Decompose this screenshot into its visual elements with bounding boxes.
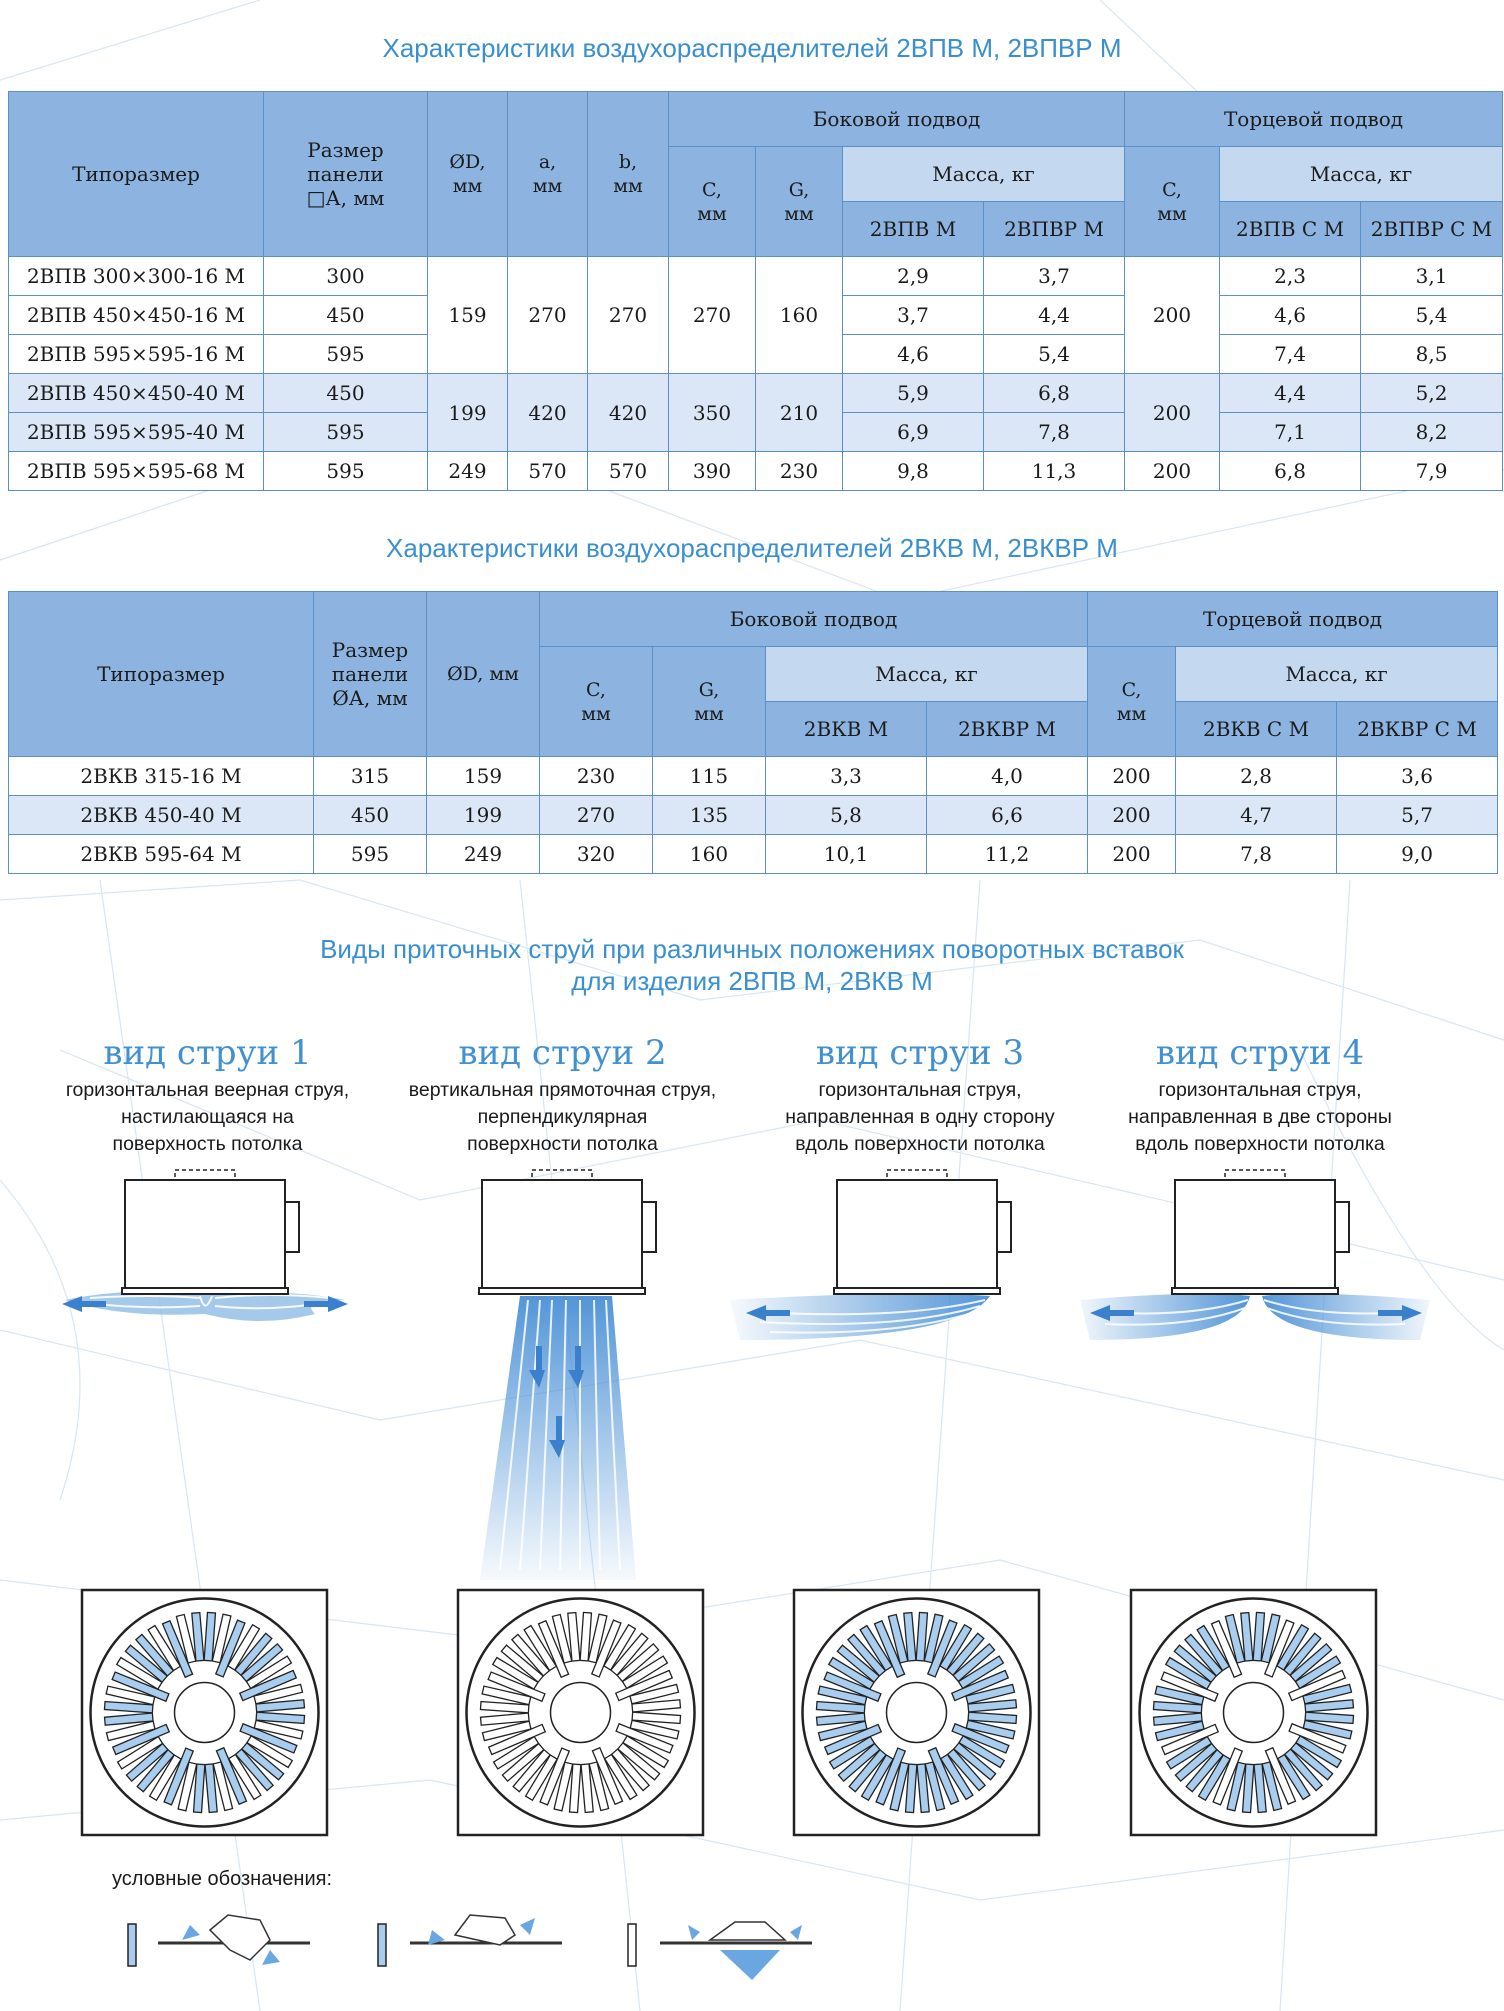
header-mass-2vpvr: 2ВПВР М — [984, 202, 1125, 257]
cell-mass: 8,5 — [1361, 335, 1503, 374]
header-mass-side: Масса, кг — [766, 647, 1088, 702]
cell-a: 570 — [508, 452, 588, 491]
header-mass-side: Масса, кг — [843, 147, 1125, 202]
cell-type: 2ВПВ 595×595-16 М — [9, 335, 264, 374]
legend-vane-position-1-icon — [158, 1915, 310, 1965]
cell-mass: 9,0 — [1337, 835, 1498, 874]
cell-mass: 3,7 — [843, 296, 984, 335]
cell-g: 160 — [756, 257, 843, 374]
panel-view-2 — [458, 1590, 703, 1835]
header-c: C, мм — [540, 647, 653, 757]
cell-c: 270 — [669, 257, 756, 374]
views-heading-line2: для изделия 2ВПВ М, 2ВКВ М — [571, 966, 933, 996]
header-panel: Размер панели □А, мм — [264, 92, 428, 257]
cell-mass: 4,7 — [1176, 796, 1337, 835]
cell-panel: 450 — [264, 296, 428, 335]
table2-heading: Характеристики воздухораспределителей 2ВКВ М, 2ВКВР М — [386, 533, 1118, 563]
cell-d: 159 — [427, 757, 540, 796]
header-mass-end: Масса, кг — [1220, 147, 1503, 202]
cell-mass: 11,2 — [927, 835, 1088, 874]
view-2-title: вид струи 2 — [458, 1033, 667, 1073]
header-d: ØD, мм — [427, 592, 540, 757]
cell-type: 2ВКВ 450-40 М — [9, 796, 314, 835]
cell-mass: 5,4 — [1361, 296, 1503, 335]
cell-mass: 5,2 — [1361, 374, 1503, 413]
cell-mass: 11,3 — [984, 452, 1125, 491]
legend-vane-empty — [628, 1924, 636, 1966]
cell-mass: 2,3 — [1220, 257, 1361, 296]
cell-panel: 450 — [314, 796, 427, 835]
diffuser-unit-4 — [1080, 1170, 1430, 1340]
cell-type: 2ВКВ 595-64 М — [9, 835, 314, 874]
header-c: C, мм — [669, 147, 756, 257]
diffuser-unit-2 — [479, 1170, 656, 1580]
cell-mass: 6,6 — [927, 796, 1088, 835]
legend-vane-filled-2 — [378, 1924, 386, 1966]
cell-b: 570 — [588, 452, 669, 491]
cell-mass: 4,4 — [1220, 374, 1361, 413]
cell-panel: 315 — [314, 757, 427, 796]
header-mass-end: Масса, кг — [1176, 647, 1498, 702]
cell-g: 160 — [653, 835, 766, 874]
cell-c-end: 200 — [1125, 452, 1220, 491]
cell-g: 230 — [756, 452, 843, 491]
cell-a: 420 — [508, 374, 588, 452]
panel-circle — [1140, 1599, 1368, 1827]
cell-mass: 3,1 — [1361, 257, 1503, 296]
legend-vane-position-3-icon — [660, 1922, 812, 1980]
header-d: ØD, мм — [428, 92, 508, 257]
header-type: Типоразмер — [9, 592, 314, 757]
header-mass-2vkv-s: 2ВКВ С М — [1176, 702, 1337, 757]
cell-mass: 6,8 — [1220, 452, 1361, 491]
cell-mass: 7,4 — [1220, 335, 1361, 374]
cell-type: 2ВКВ 315-16 М — [9, 757, 314, 796]
cell-c: 320 — [540, 835, 653, 874]
cell-mass: 7,9 — [1361, 452, 1503, 491]
header-mass-2vkv: 2ВКВ М — [766, 702, 927, 757]
cell-mass: 3,7 — [984, 257, 1125, 296]
header-c-end: C, мм — [1088, 647, 1176, 757]
cell-panel: 450 — [264, 374, 428, 413]
header-end-supply: Торцевой подвод — [1088, 592, 1498, 647]
view-1-title: вид струи 1 — [103, 1033, 312, 1073]
cell-mass: 5,8 — [766, 796, 927, 835]
cell-mass: 4,4 — [984, 296, 1125, 335]
cell-mass: 9,8 — [843, 452, 984, 491]
cell-d: 249 — [428, 452, 508, 491]
header-mass-2vkvr-s: 2ВКВР С М — [1337, 702, 1498, 757]
cell-mass: 4,0 — [927, 757, 1088, 796]
cell-g: 210 — [756, 374, 843, 452]
header-type: Типоразмер — [9, 92, 264, 257]
legend-vane-filled — [128, 1924, 136, 1966]
panel-circle — [803, 1599, 1031, 1827]
legend-label: условные обозначения: — [112, 1868, 333, 1890]
cell-c: 270 — [540, 796, 653, 835]
cell-c-end: 200 — [1088, 757, 1176, 796]
header-c-end: C, мм — [1125, 147, 1220, 257]
header-mass-2vpv-s: 2ВПВ С М — [1220, 202, 1361, 257]
cell-type: 2ВПВ 450×450-16 М — [9, 296, 264, 335]
header-side-supply: Боковой подвод — [540, 592, 1088, 647]
cell-mass: 3,3 — [766, 757, 927, 796]
cell-mass: 5,4 — [984, 335, 1125, 374]
cell-c: 390 — [669, 452, 756, 491]
panel-view-3 — [794, 1590, 1039, 1835]
cell-d: 199 — [428, 374, 508, 452]
cell-b: 270 — [588, 257, 669, 374]
cell-a: 270 — [508, 257, 588, 374]
cell-mass: 7,8 — [1176, 835, 1337, 874]
cell-mass: 4,6 — [843, 335, 984, 374]
cell-mass: 2,9 — [843, 257, 984, 296]
panel-circle — [91, 1599, 319, 1827]
header-b: b, мм — [588, 92, 669, 257]
cell-type: 2ВПВ 595×595-40 М — [9, 413, 264, 452]
panel-view-4 — [1131, 1590, 1376, 1835]
cell-c: 350 — [669, 374, 756, 452]
cell-mass: 2,8 — [1176, 757, 1337, 796]
diffuser-unit-3 — [730, 1170, 1011, 1340]
view-3-title: вид струи 3 — [815, 1033, 1025, 1073]
cell-c: 230 — [540, 757, 653, 796]
header-a: a, мм — [508, 92, 588, 257]
cell-mass: 5,7 — [1337, 796, 1498, 835]
cell-mass: 3,6 — [1337, 757, 1498, 796]
cell-d: 199 — [427, 796, 540, 835]
panel-circle — [467, 1599, 695, 1827]
cell-type: 2ВПВ 450×450-40 М — [9, 374, 264, 413]
cell-type: 2ВПВ 300×300-16 М — [9, 257, 264, 296]
table1-heading: Характеристики воздухораспределителей 2ВПВ М, 2ВПВР М — [382, 33, 1122, 63]
header-end-supply: Торцевой подвод — [1125, 92, 1503, 147]
cell-c-end: 200 — [1088, 796, 1176, 835]
header-mass-2vpv: 2ВПВ М — [843, 202, 984, 257]
header-mass-2vpvr-s: 2ВПВР С М — [1361, 202, 1503, 257]
views-heading-line1: Виды приточных струй при различных положениях поворотных вставок — [320, 934, 1184, 964]
cell-mass: 6,9 — [843, 413, 984, 452]
cell-c-end: 200 — [1125, 257, 1220, 374]
cell-b: 420 — [588, 374, 669, 452]
view-2-description: вертикальная прямоточная струя, перпендикулярная поверхности потолка — [408, 1079, 717, 1155]
view-1-description: горизонтальная веерная струя, настилающаяся на поверхность потолка — [65, 1079, 350, 1155]
cell-mass: 6,8 — [984, 374, 1125, 413]
legend-vane-position-2-icon — [410, 1915, 562, 1945]
header-g: G, мм — [756, 147, 843, 257]
cell-d: 159 — [428, 257, 508, 374]
cell-c-end: 200 — [1125, 374, 1220, 452]
cell-mass: 5,9 — [843, 374, 984, 413]
cell-panel: 595 — [264, 413, 428, 452]
view-4-description: горизонтальная струя, направленная в две стороны вдоль поверхности потолка — [1128, 1079, 1392, 1155]
header-panel: Размер панели ØА, мм — [314, 592, 427, 757]
diffuser-unit-1 — [62, 1170, 348, 1321]
cell-panel: 300 — [264, 257, 428, 296]
legend-symbols — [128, 1915, 812, 1980]
header-g: G, мм — [653, 647, 766, 757]
cell-mass: 7,8 — [984, 413, 1125, 452]
cell-mass: 10,1 — [766, 835, 927, 874]
cell-mass: 4,6 — [1220, 296, 1361, 335]
cell-g: 135 — [653, 796, 766, 835]
panel-view-1 — [82, 1590, 327, 1835]
cell-c-end: 200 — [1088, 835, 1176, 874]
cell-mass: 7,1 — [1220, 413, 1361, 452]
cell-type: 2ВПВ 595×595-68 М — [9, 452, 264, 491]
cell-g: 115 — [653, 757, 766, 796]
cell-panel: 595 — [264, 335, 428, 374]
cell-panel: 595 — [314, 835, 427, 874]
cell-panel: 595 — [264, 452, 428, 491]
cell-d: 249 — [427, 835, 540, 874]
header-side-supply: Боковой подвод — [669, 92, 1125, 147]
view-4-title: вид струи 4 — [1155, 1033, 1365, 1073]
cell-mass: 8,2 — [1361, 413, 1503, 452]
header-mass-2vkvr: 2ВКВР М — [927, 702, 1088, 757]
view-3-description: горизонтальная струя, направленная в одну сторону вдоль поверхности потолка — [785, 1079, 1055, 1155]
